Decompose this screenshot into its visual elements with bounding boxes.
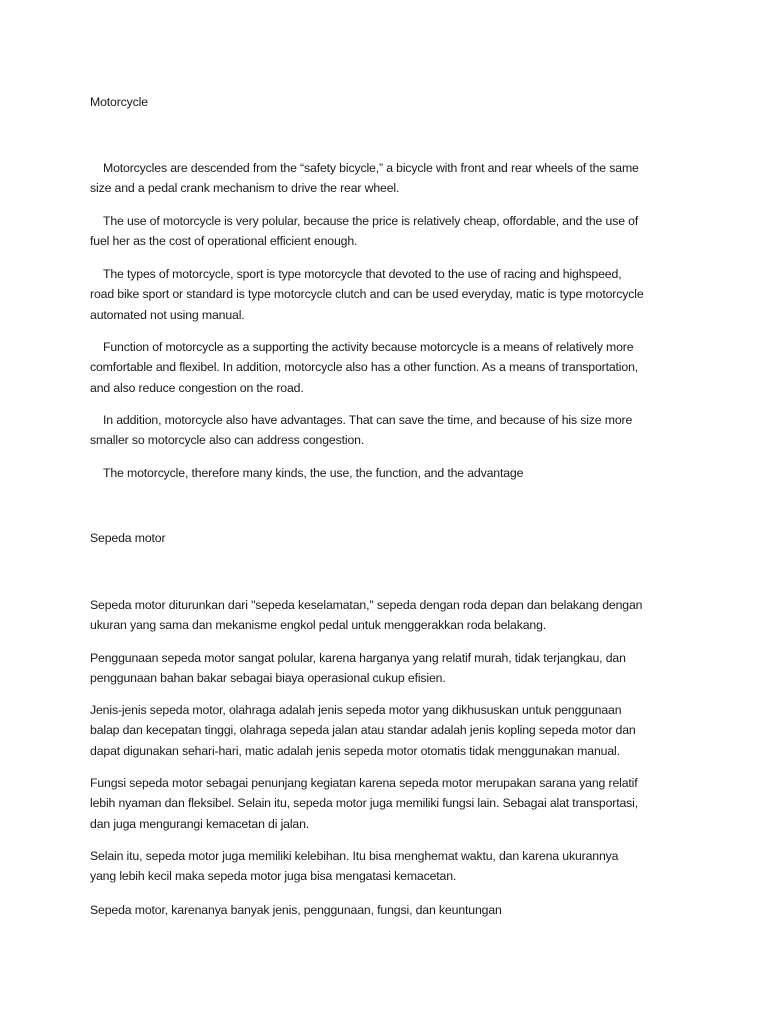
paragraph-line: dan juga mengurangi kemacetan di jalan. xyxy=(90,816,310,831)
paragraph-line: The motorcycle, therefore many kinds, the use, the function, and the advantage xyxy=(103,466,524,480)
paragraph-line: automated not using manual. xyxy=(90,307,245,322)
paragraph-line: Sepeda motor diturunkan dari "sepeda keselamatan," sepeda dengan roda depan dan belakang dengan xyxy=(90,598,643,612)
paragraph-line: and also reduce congestion on the road. xyxy=(90,380,304,395)
paragraph-line: The use of motorcycle is very polular, because the price is relatively cheap, offordable, and the use of xyxy=(103,214,639,228)
english-paragraph-4 xyxy=(90,337,690,398)
paragraph-line: penggunaan bahan bakar sebagai biaya operasional cukup efisien. xyxy=(90,671,446,686)
english-paragraph-1 xyxy=(90,158,690,199)
paragraph-line: ukuran yang sama dan mekanisme engkol pedal untuk menggerakkan roda belakang. xyxy=(90,618,547,633)
english-paragraph-3 xyxy=(90,264,690,325)
indonesian-paragraph-6 xyxy=(90,900,690,920)
paragraph-line: yang lebih kecil maka sepeda motor juga bisa mengatasi kemacetan. xyxy=(90,869,457,884)
indonesian-paragraph-4 xyxy=(90,773,690,834)
indonesian-paragraph-1 xyxy=(90,595,690,636)
indonesian-paragraph-3 xyxy=(90,700,690,761)
paragraph-line: size and a pedal crank mechanism to drive the rear wheel. xyxy=(90,181,400,196)
paragraph-line: fuel her as the cost of operational efficient enough. xyxy=(90,234,358,249)
paragraph-line: In addition, motorcycle also have advantages. That can save the time, and because of his size more xyxy=(103,413,633,427)
paragraph-line: smaller so motorcycle also can address congestion. xyxy=(90,433,365,448)
paragraph-line: lebih nyaman dan fleksibel. Selain itu, sepeda motor juga memiliki fungsi lain. Sebagai alat transportasi, xyxy=(90,796,639,811)
paragraph-line: Jenis-jenis sepeda motor, olahraga adalah jenis sepeda motor yang dikhususkan untuk penggunaan xyxy=(90,703,622,717)
english-paragraph-5 xyxy=(90,410,690,451)
english-paragraph-2 xyxy=(90,211,690,252)
paragraph-line: Sepeda motor, karenanya banyak jenis, penggunaan, fungsi, dan keuntungan xyxy=(90,903,502,917)
paragraph-line: Penggunaan sepeda motor sangat polular, karena harganya yang relatif murah, tidak terjangkau, dan xyxy=(90,651,626,665)
english-title: Motorcycle xyxy=(90,95,148,109)
paragraph-line: comfortable and flexibel. In addition, motorcycle also has a other function. As a means of transportation, xyxy=(90,360,639,375)
indonesian-paragraph-2 xyxy=(90,648,690,689)
paragraph-line: Selain itu, sepeda motor juga memiliki kelebihan. Itu bisa menghemat waktu, dan karena ukurannya xyxy=(90,849,619,863)
paragraph-line: The types of motorcycle, sport is type motorcycle that devoted to the use of racing and highspeed, xyxy=(103,267,622,281)
paragraph-line: road bike sport or standard is type motorcycle clutch and can be used everyday, matic is type motorcycle xyxy=(90,287,644,302)
paragraph-line: balap dan kecepatan tinggi, olahraga sepeda jalan atau standar adalah jenis kopling sepeda motor dan xyxy=(90,723,636,738)
english-paragraph-6 xyxy=(90,463,690,483)
paragraph-line: Function of motorcycle as a supporting the activity because motorcycle is a means of relatively more xyxy=(103,340,634,354)
paragraph-line: Motorcycles are descended from the “safety bicycle,” a bicycle with front and rear wheels of the same xyxy=(103,161,639,175)
indonesian-paragraph-5 xyxy=(90,846,690,887)
paragraph-line: dapat digunakan sehari-hari, matic adalah jenis sepeda motor otomatis tidak menggunakan manual. xyxy=(90,743,620,758)
indonesian-title: Sepeda motor xyxy=(90,531,166,545)
paragraph-line: Fungsi sepeda motor sebagai penunjang kegiatan karena sepeda motor merupakan sarana yang relatif xyxy=(90,776,638,790)
